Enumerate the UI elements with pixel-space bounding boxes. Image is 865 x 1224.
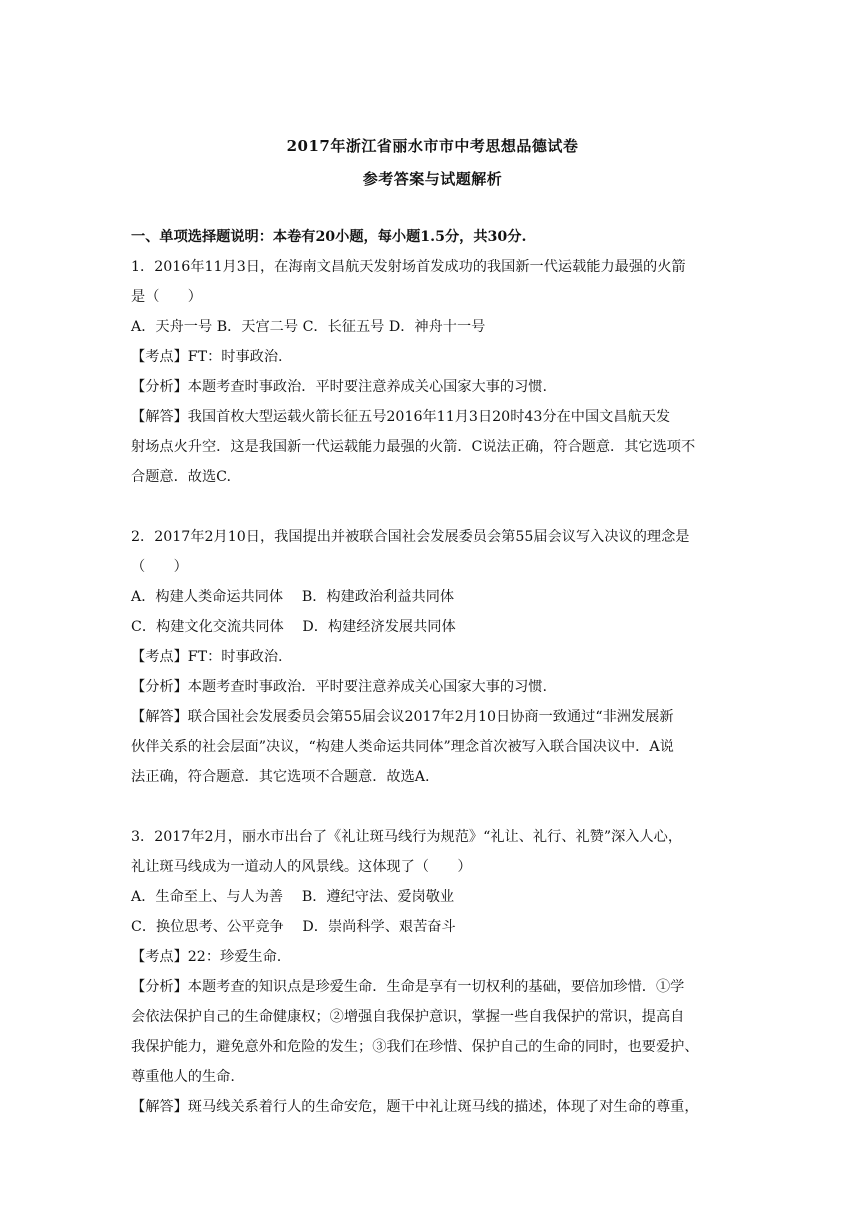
question-stem-line: 礼让斑马线成为一道动人的风景线。这体现了（ ） [131,859,472,875]
jieda-tag: 【解答】 [131,1099,188,1115]
spacer [131,492,741,522]
question-2 [131,522,741,792]
question-1 [131,252,741,492]
question-3 [131,822,741,1122]
question-options-line: A．天舟一号 B．天宫二号 C．长征五号 D．神舟十一号 [131,319,486,335]
kaodian-tag: 【考点】 [131,349,188,365]
jieda-line: 法正确，符合题意．其它选项不合题意．故选A. [131,769,430,785]
fenxi-text: 本题考查的知识点是珍爱生命．生命是享有一切权利的基础，要倍加珍惜．①学 [187,979,685,995]
kaodian-tag: 【考点】 [131,649,188,665]
question-stem-line: 3．2017年2月，丽水市出台了《礼让斑马线行为规范》“礼让、礼行、礼赞”深入人心， [131,829,683,845]
question-stem-line: 是（ ） [131,289,202,305]
fenxi-tag: 【分析】 [131,679,188,695]
kaodian-text: FT：时事政治. [187,649,283,665]
spacer [131,792,741,822]
question-options-line: A．生命至上、与人为善 B．遵纪守法、爱岗敬业 [131,889,455,905]
jieda-line: 伙伴关系的社会层面”决议，“构建人类命运共同体”理念首次被写入联合国决议中．A说 [131,739,674,755]
question-stem-line: （ ） [131,559,188,575]
jieda-line: 合题意．故选C. [131,469,231,485]
fenxi-line: 会依法保护自己的生命健康权；②增强自我保护意识，掌握一些自我保护的常识，提高自 [131,1009,685,1025]
fenxi-line [131,372,741,402]
fenxi-tag: 【分析】 [131,379,188,395]
jieda-line [131,1092,741,1122]
question-options-line: A．构建人类命运共同体 B．构建政治利益共同体 [131,589,455,605]
jieda-text: 联合国社会发展委员会第55届会议2017年2月10日协商一致通过“非洲发展新 [187,709,674,725]
fenxi-text: 本题考查时事政治．平时要注意养成关心国家大事的习惯. [187,379,547,395]
document-title: 2017年浙江省丽水市市中考思想品德试卷 [286,137,579,155]
section-heading: 一、单项选择题说明：本卷有20小题，每小题1.5分，共30分. [131,229,527,245]
jieda-line: 射场点火升空．这是我国新一代运载能力最强的火箭．C说法正确，符合题意．其它选项不 [131,439,696,455]
question-options-line: C．构建文化交流共同体 D．构建经济发展共同体 [131,619,456,635]
kaodian-tag: 【考点】 [131,949,188,965]
kaodian-line [131,942,741,972]
question-options-line: C．换位思考、公平竞争 D．崇尚科学、艰苦奋斗 [131,919,456,935]
kaodian-line [131,642,741,672]
fenxi-line [131,672,741,702]
document-body [131,222,741,1122]
jieda-tag: 【解答】 [131,409,188,425]
fenxi-tag: 【分析】 [131,979,188,995]
question-stem-line: 2．2017年2月10日，我国提出并被联合国社会发展委员会第55届会议写入决议的理念是 [131,529,690,545]
fenxi-line: 尊重他人的生命. [131,1069,235,1085]
kaodian-text: 22：珍爱生命. [187,949,282,965]
question-stem-line: 1．2016年11月3日，在海南文昌航天发射场首发成功的我国新一代运载能力最强的火箭 [131,259,686,275]
jieda-line [131,702,741,732]
jieda-text: 我国首枚大型运载火箭长征五号2016年11月3日20时43分在中国文昌航天发 [187,409,671,425]
kaodian-text: FT：时事政治. [187,349,283,365]
jieda-text: 斑马线关系着行人的生命安危，题干中礼让斑马线的描述，体现了对生命的尊重， [187,1099,699,1115]
jieda-line [131,402,741,432]
fenxi-text: 本题考查时事政治．平时要注意养成关心国家大事的习惯. [187,679,547,695]
fenxi-line: 我保护能力，避免意外和危险的发生；③我们在珍惜、保护自己的生命的同时，也要爱护、 [131,1039,699,1055]
document-subtitle: 参考答案与试题解析 [362,170,503,188]
kaodian-line [131,342,741,372]
fenxi-line [131,972,741,1002]
jieda-tag: 【解答】 [131,709,188,725]
